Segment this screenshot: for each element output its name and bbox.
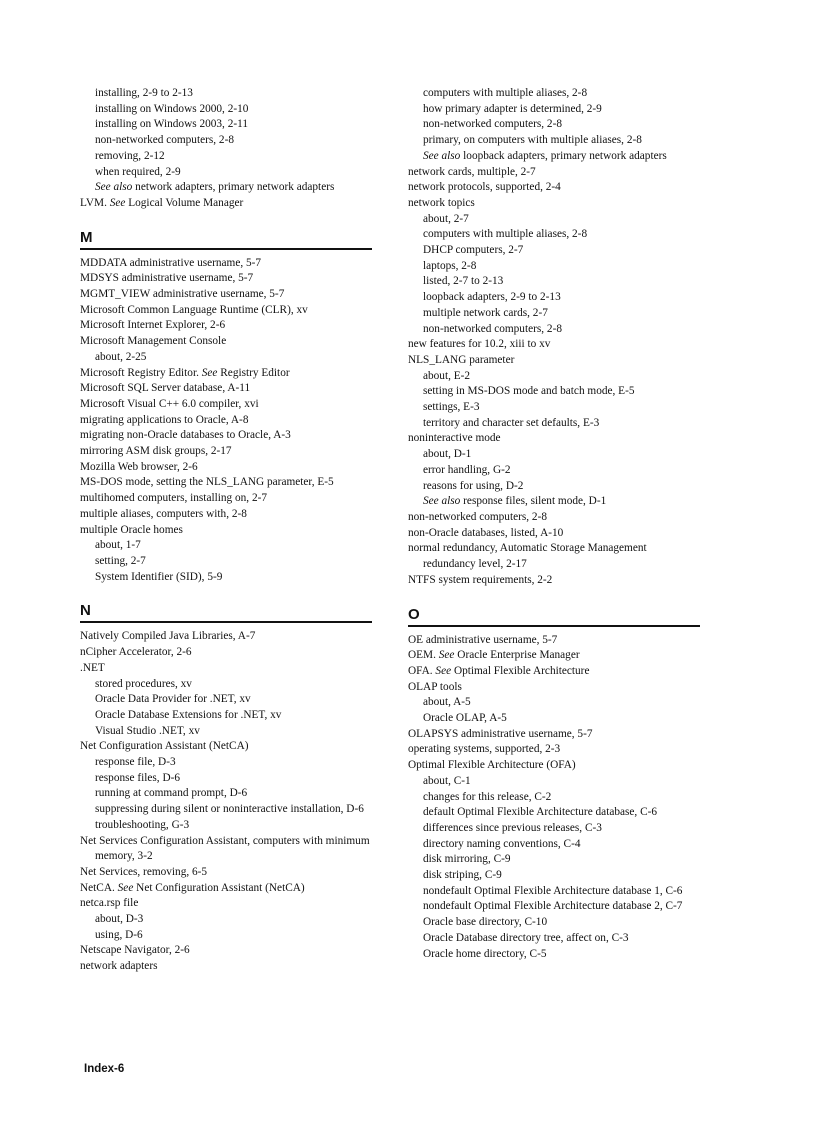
index-subentry bbox=[408, 899, 700, 915]
index-term: Microsoft Registry Editor. bbox=[80, 366, 202, 379]
index-text: error handling, G-2 bbox=[423, 463, 511, 476]
index-entry bbox=[408, 541, 700, 572]
index-subentry bbox=[408, 463, 700, 479]
index-text: migrating non-Oracle databases to Oracle, A-3 bbox=[80, 429, 291, 442]
index-entry bbox=[408, 573, 700, 589]
index-subentry bbox=[408, 384, 700, 400]
index-text: network cards, multiple, 2-7 bbox=[408, 165, 536, 178]
index-subentry bbox=[408, 259, 700, 275]
index-entry bbox=[80, 381, 372, 397]
index-text: directory naming conventions, C-4 bbox=[423, 837, 581, 850]
index-text: differences since previous releases, C-3 bbox=[423, 821, 602, 834]
index-text: Microsoft Common Language Runtime (CLR), xv bbox=[80, 303, 308, 316]
index-term: NetCA. bbox=[80, 881, 118, 894]
index-subentry bbox=[408, 884, 700, 900]
index-text: when required, 2-9 bbox=[95, 165, 181, 178]
index-entry bbox=[80, 413, 372, 429]
index-text: running at command prompt, D-6 bbox=[95, 787, 248, 800]
index-entry bbox=[80, 645, 372, 661]
index-text: setting in MS-DOS mode and batch mode, E-5 bbox=[423, 385, 635, 398]
index-subentry bbox=[80, 86, 372, 102]
index-subentry bbox=[80, 554, 372, 570]
index-text: multihomed computers, installing on, 2-7 bbox=[80, 492, 268, 505]
index-subentry bbox=[80, 133, 372, 149]
index-entry bbox=[408, 633, 700, 649]
index-text: Netscape Navigator, 2-6 bbox=[80, 944, 190, 957]
index-text: response file, D-3 bbox=[95, 756, 176, 769]
index-entry bbox=[80, 739, 372, 755]
index-text: about, 2-25 bbox=[95, 350, 147, 363]
index-subentry bbox=[80, 117, 372, 133]
index-subentry bbox=[408, 821, 700, 837]
index-subentry bbox=[408, 86, 700, 102]
index-entry bbox=[80, 196, 372, 212]
index-term: LVM. bbox=[80, 196, 110, 209]
index-text: installing on Windows 2000, 2-10 bbox=[95, 102, 249, 115]
index-text: non-networked computers, 2-8 bbox=[423, 322, 562, 335]
index-entry bbox=[80, 444, 372, 460]
index-entry bbox=[408, 165, 700, 181]
index-subentry bbox=[80, 165, 372, 181]
index-subentry bbox=[80, 724, 372, 740]
index-text: territory and character set defaults, E-3 bbox=[423, 416, 600, 429]
index-subentry bbox=[408, 790, 700, 806]
index-text: MGMT_VIEW administrative username, 5-7 bbox=[80, 288, 285, 301]
index-subentry bbox=[80, 802, 372, 818]
index-text: using, D-6 bbox=[95, 928, 143, 941]
index-entry bbox=[408, 664, 700, 680]
index-subentry bbox=[80, 102, 372, 118]
index-subentry bbox=[408, 133, 700, 149]
index-text: nondefault Optimal Flexible Architecture database 2, C-7 bbox=[423, 900, 683, 913]
section-header bbox=[80, 230, 372, 250]
index-subentry bbox=[408, 227, 700, 243]
index-text: about, A-5 bbox=[423, 696, 471, 709]
index-text: Oracle Enterprise Manager bbox=[457, 649, 580, 662]
index-subentry bbox=[408, 494, 700, 510]
index-subentry bbox=[408, 852, 700, 868]
section-letter: N bbox=[80, 603, 372, 623]
index-text: nCipher Accelerator, 2-6 bbox=[80, 646, 192, 659]
index-entry bbox=[80, 491, 372, 507]
index-text: installing on Windows 2003, 2-11 bbox=[95, 118, 248, 131]
index-subentry bbox=[408, 416, 700, 432]
index-subentry bbox=[80, 180, 372, 196]
index-text: about, 2-7 bbox=[423, 212, 469, 225]
index-text: Registry Editor bbox=[220, 366, 290, 379]
index-text: troubleshooting, G-3 bbox=[95, 818, 190, 831]
index-text: non-Oracle databases, listed, A-10 bbox=[408, 526, 564, 539]
index-text: Natively Compiled Java Libraries, A-7 bbox=[80, 630, 256, 643]
index-entry bbox=[408, 431, 700, 447]
index-subentry bbox=[408, 369, 700, 385]
index-text: non-networked computers, 2-8 bbox=[408, 510, 547, 523]
see-reference-label: See bbox=[109, 196, 126, 209]
index-text: Microsoft Internet Explorer, 2-6 bbox=[80, 319, 226, 332]
index-entry bbox=[408, 742, 700, 758]
index-text: Net Configuration Assistant (NetCA) bbox=[80, 740, 249, 753]
index-subentry bbox=[408, 868, 700, 884]
index-subentry bbox=[408, 947, 700, 963]
index-text: MS-DOS mode, setting the NLS_LANG parameter, E-5 bbox=[80, 476, 334, 489]
index-entry bbox=[80, 287, 372, 303]
index-text: MDSYS administrative username, 5-7 bbox=[80, 272, 254, 285]
index-entry bbox=[80, 881, 372, 897]
index-entry bbox=[80, 523, 372, 539]
index-text: network protocols, supported, 2-4 bbox=[408, 181, 561, 194]
section-header bbox=[408, 607, 700, 627]
index-subentry bbox=[408, 149, 700, 165]
index-subentry bbox=[408, 774, 700, 790]
index-subentry bbox=[80, 538, 372, 554]
index-entry bbox=[80, 943, 372, 959]
index-text: Visual Studio .NET, xv bbox=[95, 724, 200, 737]
see-reference-label: See also bbox=[95, 181, 133, 194]
see-reference-label: See bbox=[201, 366, 218, 379]
index-text: response files, D-6 bbox=[95, 771, 181, 784]
index-text: disk striping, C-9 bbox=[423, 869, 502, 882]
index-entry bbox=[80, 334, 372, 350]
index-text: Oracle Database Extensions for .NET, xv bbox=[95, 708, 282, 721]
index-text: non-networked computers, 2-8 bbox=[95, 134, 234, 147]
index-subentry bbox=[408, 711, 700, 727]
index-subentry bbox=[408, 212, 700, 228]
index-text: Logical Volume Manager bbox=[128, 196, 244, 209]
index-subentry bbox=[80, 350, 372, 366]
index-entry bbox=[80, 366, 372, 382]
index-text: network topics bbox=[408, 196, 475, 209]
index-text: suppressing during silent or noninteractive installation, D-6 bbox=[95, 803, 364, 816]
index-entry bbox=[80, 507, 372, 523]
index-entry bbox=[408, 353, 700, 369]
index-entry bbox=[408, 727, 700, 743]
see-reference-label: See bbox=[435, 664, 452, 677]
index-subentry bbox=[408, 915, 700, 931]
index-text: disk mirroring, C-9 bbox=[423, 853, 511, 866]
index-text: default Optimal Flexible Architecture database, C-6 bbox=[423, 806, 658, 819]
index-text: Microsoft Visual C++ 6.0 compiler, xvi bbox=[80, 397, 259, 410]
index-text: Optimal Flexible Architecture bbox=[453, 664, 590, 677]
index-subentry bbox=[408, 695, 700, 711]
index-subentry bbox=[80, 786, 372, 802]
index-text: noninteractive mode bbox=[408, 432, 501, 445]
index-subentry bbox=[80, 692, 372, 708]
index-text: OLAP tools bbox=[408, 680, 462, 693]
index-entry bbox=[80, 865, 372, 881]
index-text: computers with multiple aliases, 2-8 bbox=[423, 87, 588, 99]
index-text: reasons for using, D-2 bbox=[423, 479, 524, 492]
index-text: Oracle Data Provider for .NET, xv bbox=[95, 693, 251, 706]
index-text: about, 1-7 bbox=[95, 539, 141, 552]
index-text: Mozilla Web browser, 2-6 bbox=[80, 460, 198, 473]
index-subentry bbox=[80, 818, 372, 834]
index-subentry bbox=[408, 931, 700, 947]
index-entry bbox=[80, 629, 372, 645]
index-text: listed, 2-7 to 2-13 bbox=[423, 275, 504, 288]
index-text: loopback adapters, 2-9 to 2-13 bbox=[423, 291, 561, 304]
index-text: netca.rsp file bbox=[80, 897, 139, 910]
index-entry bbox=[80, 475, 372, 491]
index-text: System Identifier (SID), 5-9 bbox=[95, 570, 223, 583]
index-text: NLS_LANG parameter bbox=[408, 353, 515, 366]
index-term: OFA. bbox=[408, 664, 436, 677]
see-reference-label: See also bbox=[423, 495, 461, 508]
index-subentry bbox=[408, 306, 700, 322]
index-text: stored procedures, xv bbox=[95, 677, 192, 690]
index-text: network adapters, primary network adapters bbox=[135, 181, 335, 194]
index-text: NTFS system requirements, 2-2 bbox=[408, 573, 553, 586]
index-subentry bbox=[80, 149, 372, 165]
index-subentry bbox=[80, 570, 372, 586]
index-text: loopback adapters, primary network adapters bbox=[463, 149, 667, 162]
index-entry bbox=[80, 834, 372, 865]
index-text: .NET bbox=[80, 661, 105, 674]
index-entry bbox=[408, 196, 700, 212]
index-column-right bbox=[408, 86, 700, 962]
index-entry bbox=[408, 337, 700, 353]
index-text: setting, 2-7 bbox=[95, 554, 146, 567]
index-text: nondefault Optimal Flexible Architecture database 1, C-6 bbox=[423, 884, 683, 897]
page-footer-label: Index-6 bbox=[84, 1063, 125, 1075]
index-text: Oracle OLAP, A-5 bbox=[423, 712, 507, 725]
index-text: computers with multiple aliases, 2-8 bbox=[423, 228, 588, 241]
index-text: non-networked computers, 2-8 bbox=[423, 118, 562, 131]
index-text: about, E-2 bbox=[423, 369, 471, 382]
see-reference-label: See bbox=[438, 649, 455, 662]
index-text: MDDATA administrative username, 5-7 bbox=[80, 256, 262, 269]
index-text: multiple aliases, computers with, 2-8 bbox=[80, 507, 247, 520]
index-entry bbox=[80, 271, 372, 287]
index-text: normal redundancy, Automatic Storage Management redundancy level, 2-17 bbox=[408, 542, 647, 571]
index-text: multiple network cards, 2-7 bbox=[423, 306, 548, 319]
index-subentry bbox=[408, 243, 700, 259]
index-text: changes for this release, C-2 bbox=[423, 790, 552, 803]
index-subentry bbox=[80, 771, 372, 787]
index-subentry bbox=[408, 322, 700, 338]
index-entry bbox=[80, 428, 372, 444]
index-column-left bbox=[80, 86, 372, 975]
index-subentry bbox=[408, 102, 700, 118]
section-letter: O bbox=[408, 607, 700, 627]
index-subentry bbox=[80, 708, 372, 724]
index-entry bbox=[408, 680, 700, 696]
index-subentry bbox=[408, 837, 700, 853]
index-text: multiple Oracle homes bbox=[80, 523, 183, 536]
index-text: Oracle base directory, C-10 bbox=[423, 916, 548, 929]
index-subentry bbox=[80, 928, 372, 944]
index-subentry bbox=[408, 447, 700, 463]
index-entry bbox=[408, 180, 700, 196]
index-subentry bbox=[408, 290, 700, 306]
index-entry bbox=[408, 510, 700, 526]
index-subentry bbox=[80, 912, 372, 928]
index-text: Net Services, removing, 6-5 bbox=[80, 865, 208, 878]
index-entry bbox=[80, 661, 372, 677]
index-entry bbox=[80, 303, 372, 319]
index-text: Net Configuration Assistant (NetCA) bbox=[136, 881, 305, 894]
see-reference-label: See also bbox=[423, 149, 461, 162]
index-text: settings, E-3 bbox=[423, 401, 480, 414]
index-text: about, D-3 bbox=[95, 913, 144, 926]
index-text: DHCP computers, 2-7 bbox=[423, 244, 524, 257]
index-text: response files, silent mode, D-1 bbox=[463, 495, 607, 508]
index-text: about, D-1 bbox=[423, 448, 472, 461]
index-entry bbox=[80, 959, 372, 975]
index-subentry bbox=[80, 677, 372, 693]
index-text: removing, 2-12 bbox=[95, 149, 165, 162]
index-subentry bbox=[408, 400, 700, 416]
see-reference-label: See bbox=[117, 881, 134, 894]
section-letter: M bbox=[80, 230, 372, 250]
index-entry bbox=[80, 256, 372, 272]
index-entry bbox=[408, 526, 700, 542]
index-text: operating systems, supported, 2-3 bbox=[408, 743, 561, 756]
index-text: Microsoft Management Console bbox=[80, 335, 227, 348]
index-subentry bbox=[408, 117, 700, 133]
index-entry bbox=[80, 397, 372, 413]
index-subentry bbox=[80, 755, 372, 771]
index-entry bbox=[80, 460, 372, 476]
index-text: OLAPSYS administrative username, 5-7 bbox=[408, 727, 593, 740]
index-text: Optimal Flexible Architecture (OFA) bbox=[408, 759, 576, 772]
index-entry bbox=[80, 318, 372, 334]
index-text: Microsoft SQL Server database, A-11 bbox=[80, 382, 251, 395]
index-text: Oracle home directory, C-5 bbox=[423, 947, 547, 960]
index-entry bbox=[408, 648, 700, 664]
index-text: migrating applications to Oracle, A-8 bbox=[80, 413, 249, 426]
index-text: how primary adapter is determined, 2-9 bbox=[423, 102, 602, 115]
index-entry bbox=[80, 896, 372, 912]
index-subentry bbox=[408, 274, 700, 290]
index-text: mirroring ASM disk groups, 2-17 bbox=[80, 445, 232, 458]
index-subentry bbox=[408, 479, 700, 495]
section-header bbox=[80, 603, 372, 623]
index-text: primary, on computers with multiple aliases, 2-8 bbox=[423, 134, 642, 147]
index-text: about, C-1 bbox=[423, 774, 471, 787]
index-text: network adapters bbox=[80, 960, 158, 973]
index-term: OEM. bbox=[408, 649, 439, 662]
index-text: laptops, 2-8 bbox=[423, 259, 477, 272]
index-text: new features for 10.2, xiii to xv bbox=[408, 338, 551, 351]
index-text: installing, 2-9 to 2-13 bbox=[95, 87, 193, 99]
index-text: Oracle Database directory tree, affect on, C-3 bbox=[423, 931, 629, 944]
index-subentry bbox=[408, 805, 700, 821]
index-text: OE administrative username, 5-7 bbox=[408, 633, 558, 646]
index-text: Net Services Configuration Assistant, computers with minimum memory, 3-2 bbox=[80, 834, 370, 863]
index-entry bbox=[408, 758, 700, 774]
